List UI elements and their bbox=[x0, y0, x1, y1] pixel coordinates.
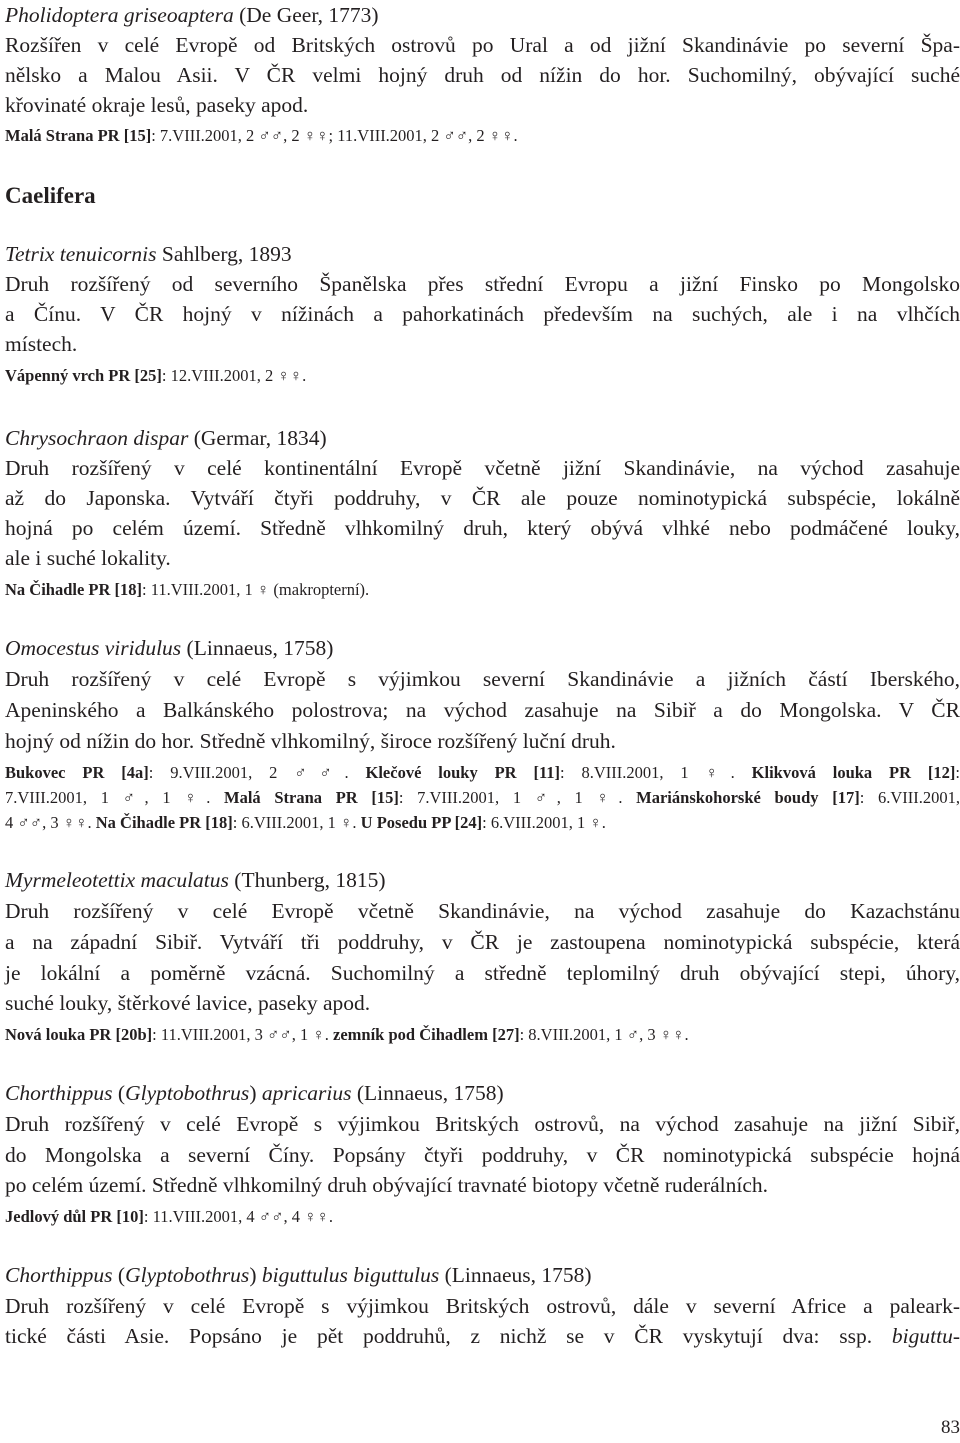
species-description-line: suché louky, štěrkové lavice, paseky apod. bbox=[5, 991, 371, 1015]
page-number: 83 bbox=[941, 1417, 960, 1438]
species-title: Myrmeleotettix maculatus (Thunberg, 1815) bbox=[5, 868, 386, 892]
species-title: Chorthippus (Glyptobothrus) biguttulus biguttulus (Linnaeus, 1758) bbox=[5, 1263, 592, 1287]
species-description-line: Druh rozšířený v celé Evropě včetně Skandinávie, na východ zasahuje do Kazachstánu bbox=[5, 899, 960, 923]
species-title: Omocestus viridulus (Linnaeus, 1758) bbox=[5, 636, 334, 660]
record-line: 7.VIII.2001, 1 ♂, 1 ♀. Malá Strana PR [15]: 7.VIII.2001, 1 ♂, 1 ♀. Mariánskohorské boudy [17]: 6.VIII.2001, bbox=[5, 788, 960, 807]
record-line: Na Čihadle PR [18]: 11.VIII.2001, 1 ♀ (makropterní). bbox=[5, 580, 370, 599]
species-title: Chrysochraon dispar (Germar, 1834) bbox=[5, 426, 327, 450]
species-description-line: je lokální a poměrně vzácná. Suchomilný a středně teplomilný druh obývající stepi, úhory, bbox=[5, 961, 960, 985]
section-heading: Caelifera bbox=[5, 183, 96, 208]
species-description-line: do Mongolska a severní Číny. Popsány čtyři poddruhy, v ČR nominotypická subspécie hojná bbox=[5, 1143, 960, 1167]
species-description-line: tické části Asie. Popsáno je pět poddruhů, z nichž se v ČR vyskytují dva: ssp. biguttu- bbox=[5, 1324, 960, 1348]
species-title: Tetrix tenuicornis Sahlberg, 1893 bbox=[5, 242, 292, 266]
species-description-line: a na západní Sibiř. Vytváří tři poddruhy, v ČR je zastoupena nominotypická subspécie, která bbox=[5, 930, 960, 954]
species-description-line: hojná po celém území. Středně vlhkomilný druh, který obývá vlhké nebo podmáčené louky, bbox=[5, 516, 960, 540]
species-description-line: Druh rozšířený od severního Španělska přes střední Evropu a jižní Finsko po Mongolsko bbox=[5, 272, 960, 296]
species-description-line: hojný od nížin do hor. Středně vlhkomilný, široce rozšířený luční druh. bbox=[5, 729, 616, 753]
species-description-line: až do Japonska. Vytváří čtyři poddruhy, v ČR ale pouze nominotypická subspécie, lokálně bbox=[5, 486, 960, 510]
record-line: Malá Strana PR [15]: 7.VIII.2001, 2 ♂♂, 2 ♀♀; 11.VIII.2001, 2 ♂♂, 2 ♀♀. bbox=[5, 126, 518, 145]
species-description-line: křovinaté okraje lesů, paseky apod. bbox=[5, 93, 309, 117]
species-description-line: a Čínu. V ČR hojný v nížinách a pahorkatinách především na suchých, ale i na vlhčích bbox=[5, 302, 960, 326]
species-description-line: Rozšířen v celé Evropě od Britských ostrovů po Ural a od jižní Skandinávie po severní Špa- bbox=[5, 33, 960, 57]
species-description-line: Apeninského a Balkánského polostrova; na východ zasahuje na Sibiř a do Mongolska. V ČR bbox=[5, 698, 960, 722]
record-line: Nová louka PR [20b]: 11.VIII.2001, 3 ♂♂, 1 ♀. zemník pod Čihadlem [27]: 8.VIII.2001, 1 ♂, 3 ♀♀. bbox=[5, 1025, 689, 1044]
record-line: Jedlový důl PR [10]: 11.VIII.2001, 4 ♂♂, 4 ♀♀. bbox=[5, 1207, 334, 1226]
locality: Malá Strana PR [15] bbox=[5, 126, 152, 145]
species-description-line: Druh rozšířený v celé Evropě s výjimkou Britských ostrovů, na východ zasahuje na jižní Sibiř, bbox=[5, 1112, 960, 1136]
species-description-line: po celém území. Středně vlhkomilný druh obývající travnaté biotopy včetně ruderálních. bbox=[5, 1173, 769, 1197]
record-line: Vápenný vrch PR [25]: 12.VIII.2001, 2 ♀♀. bbox=[5, 366, 307, 385]
species-description-line: Druh rozšířený v celé kontinentální Evropě včetně jižní Skandinávie, na východ zasahuje bbox=[5, 456, 960, 480]
locality: Na Čihadle PR [18] bbox=[5, 580, 143, 599]
record-line: Bukovec PR [4a]: 9.VIII.2001, 2 ♂♂. Klečové louky PR [11]: 8.VIII.2001, 1 ♀. Klikvová louka PR [12]: bbox=[5, 763, 960, 782]
species-description-line: Druh rozšířený v celé Evropě s výjimkou Britských ostrovů, dále v severní Africe a paleark- bbox=[5, 1294, 960, 1318]
species-description-line: místech. bbox=[5, 332, 78, 356]
species-description-line: ale i suché lokality. bbox=[5, 546, 171, 570]
species-title: Pholidoptera griseoaptera (De Geer, 1773) bbox=[5, 3, 379, 27]
locality: Vápenný vrch PR [25] bbox=[5, 366, 162, 385]
record-line: 4 ♂♂, 3 ♀♀. Na Čihadle PR [18]: 6.VIII.2001, 1 ♀. U Posedu PP [24]: 6.VIII.2001, 1 ♀. bbox=[5, 813, 606, 832]
species-description-line: nělsko a Malou Asii. V ČR velmi hojný druh od nížin do hor. Suchomilný, obývající suché bbox=[5, 63, 960, 87]
species-description-line: Druh rozšířený v celé Evropě s výjimkou severní Skandinávie a jižních částí Iberského, bbox=[5, 667, 960, 691]
species-title: Chorthippus (Glyptobothrus) apricarius (Linnaeus, 1758) bbox=[5, 1081, 504, 1105]
